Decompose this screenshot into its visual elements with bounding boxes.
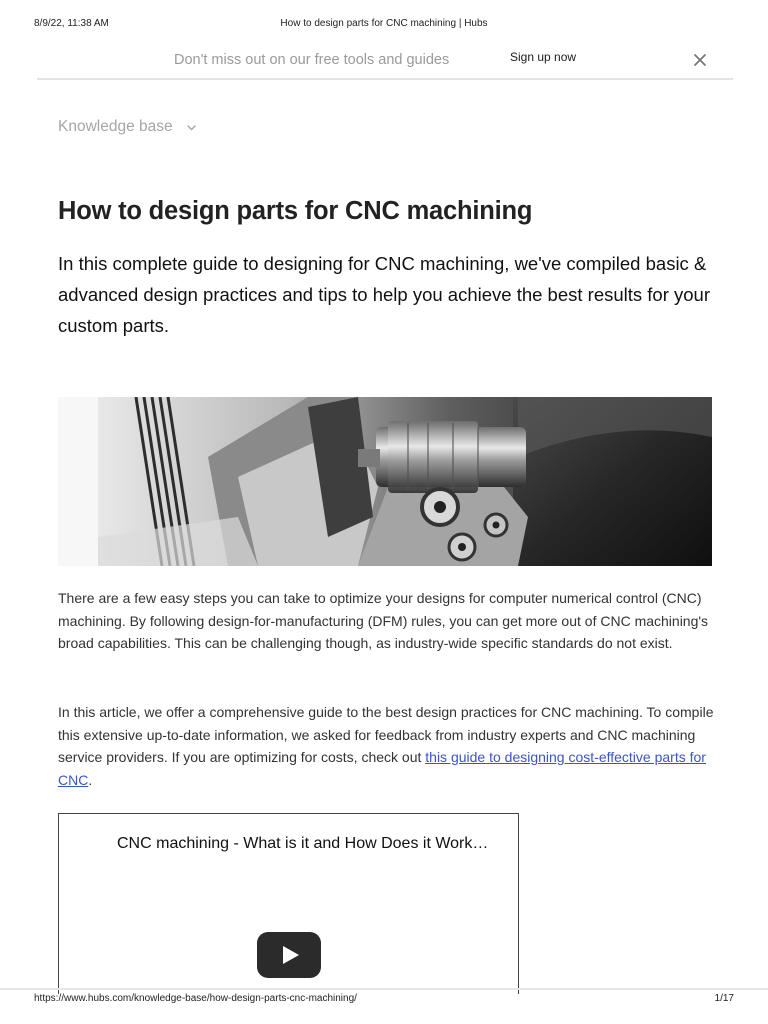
hero-image: [58, 397, 712, 566]
promo-banner: [37, 44, 733, 80]
print-header: [34, 18, 734, 32]
footer-divider: [0, 988, 768, 990]
sign-up-button[interactable]: Sign up now: [510, 50, 577, 64]
video-title[interactable]: CNC machining - What is it and How Does it Work…: [117, 835, 489, 852]
article-lead: In this complete guide to designing for CNC machining, we've compiled basic & advanced design practices and tips to help you achieve the best results for your custom parts.: [58, 253, 710, 336]
knowledge-base-label: Knowledge base: [58, 118, 173, 136]
print-footer: [34, 993, 734, 1007]
close-icon[interactable]: [693, 53, 707, 67]
print-datetime: 8/9/22, 11:38 AM: [34, 18, 109, 29]
promo-text: Don't miss out on our free tools and guides: [174, 52, 450, 68]
play-icon[interactable]: [257, 932, 321, 978]
print-url: https://www.hubs.com/knowledge-base/how-design-parts-cnc-machining/: [34, 993, 357, 1004]
intro-paragraph: There are a few easy steps you can take to optimize your designs for computer numerical control (CNC) machining. By following design-for-manufacturing (DFM) rules, you can get more out of CNC machining's broad capabilities. This can be challenging though, as industry-wide specific standards do not exist.: [58, 590, 709, 651]
knowledge-base-menu[interactable]: [58, 118, 196, 136]
article-title: How to design parts for CNC machining: [58, 197, 533, 225]
article-paragraph: [58, 701, 714, 791]
paragraph-end: .: [88, 771, 93, 788]
video-embed[interactable]: [58, 813, 519, 994]
cost-effective-guide-link[interactable]: this guide to designing cost-effective parts for CNC: [58, 749, 706, 788]
chevron-down-icon: [187, 118, 196, 136]
page-number: 1/17: [714, 993, 734, 1004]
paragraph-text: In this article, we offer a comprehensive guide to the best design practices for CNC machining. To compile this extensive up-to-date information, we asked for feedback from industry experts and CNC machining service providers. If you are optimizing for costs, check out: [58, 704, 714, 765]
print-page-title: How to design parts for CNC machining | Hubs: [280, 18, 488, 29]
